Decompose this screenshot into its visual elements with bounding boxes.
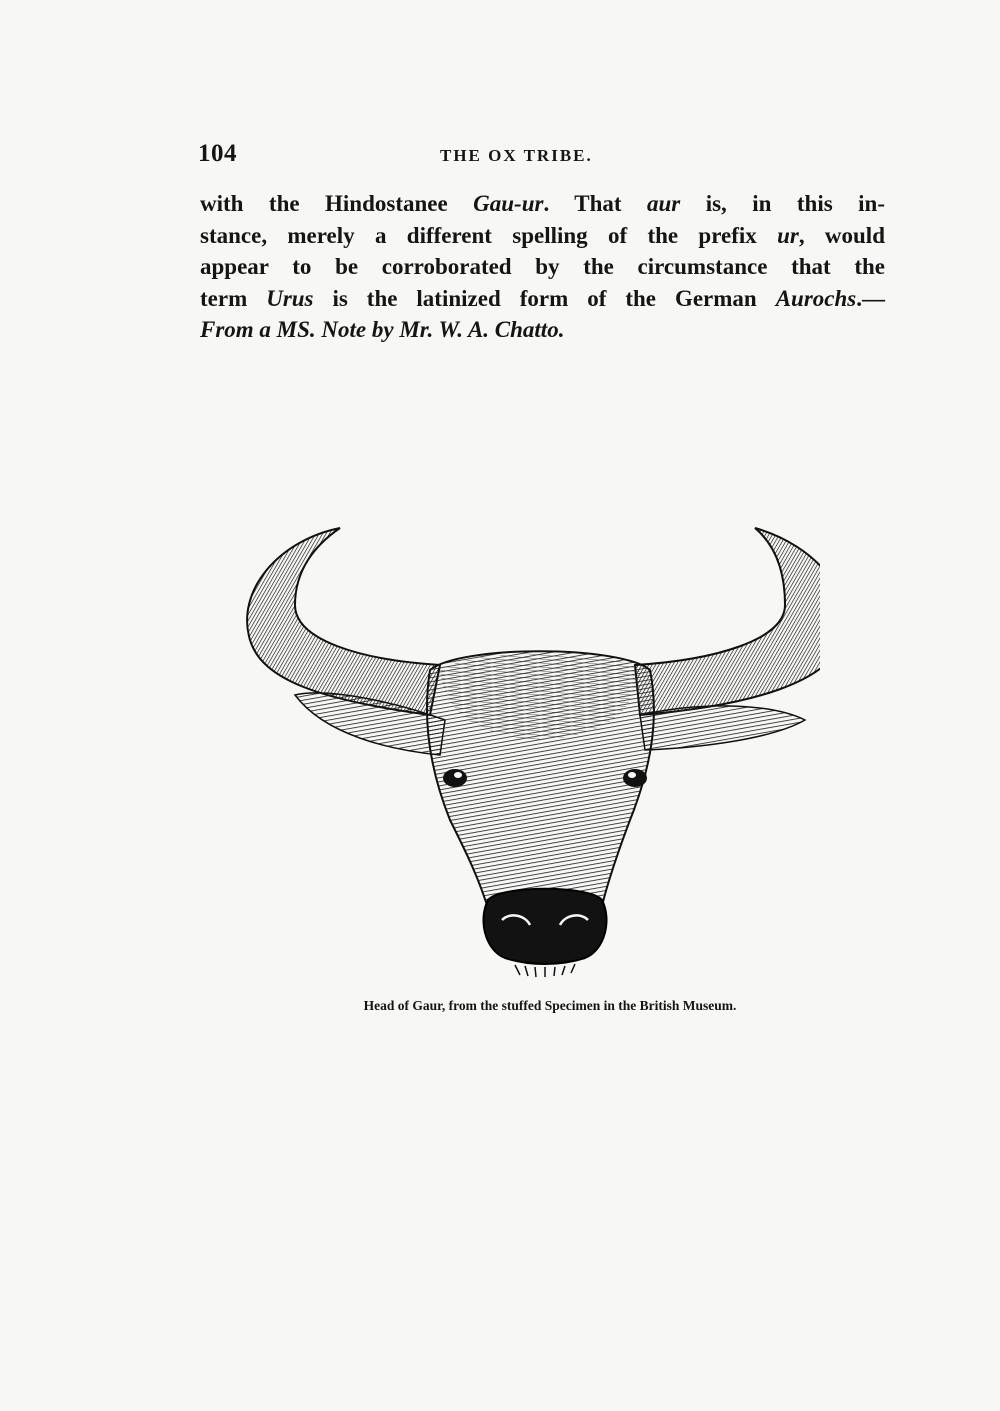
running-head: THE OX TRIBE. — [440, 146, 593, 165]
body-paragraph — [200, 188, 885, 346]
right-horn — [635, 528, 820, 715]
figure-caption: Head of Gaur, from the stuffed Specimen in the British Museum. — [363, 998, 737, 1013]
right-eye — [623, 769, 647, 787]
muzzle — [483, 889, 606, 964]
text-line: term Urus is the latinized form of the German Aurochs.— — [200, 285, 885, 311]
text-line: with the Hindostanee Gau-ur. That aur is, in this in- — [200, 191, 885, 216]
right-ear — [640, 706, 805, 750]
text-line: appear to be corroborated by the circumstance that the — [200, 254, 885, 279]
text-line: From a MS. Note by Mr. W. A. Chatto. — [200, 317, 565, 342]
left-horn — [247, 528, 440, 715]
gaur-head-engraving — [240, 520, 820, 980]
left-eye — [443, 769, 467, 787]
page-number: 104 — [198, 140, 237, 167]
text-line: stance, merely a different spelling of the prefix ur, would — [200, 222, 885, 248]
